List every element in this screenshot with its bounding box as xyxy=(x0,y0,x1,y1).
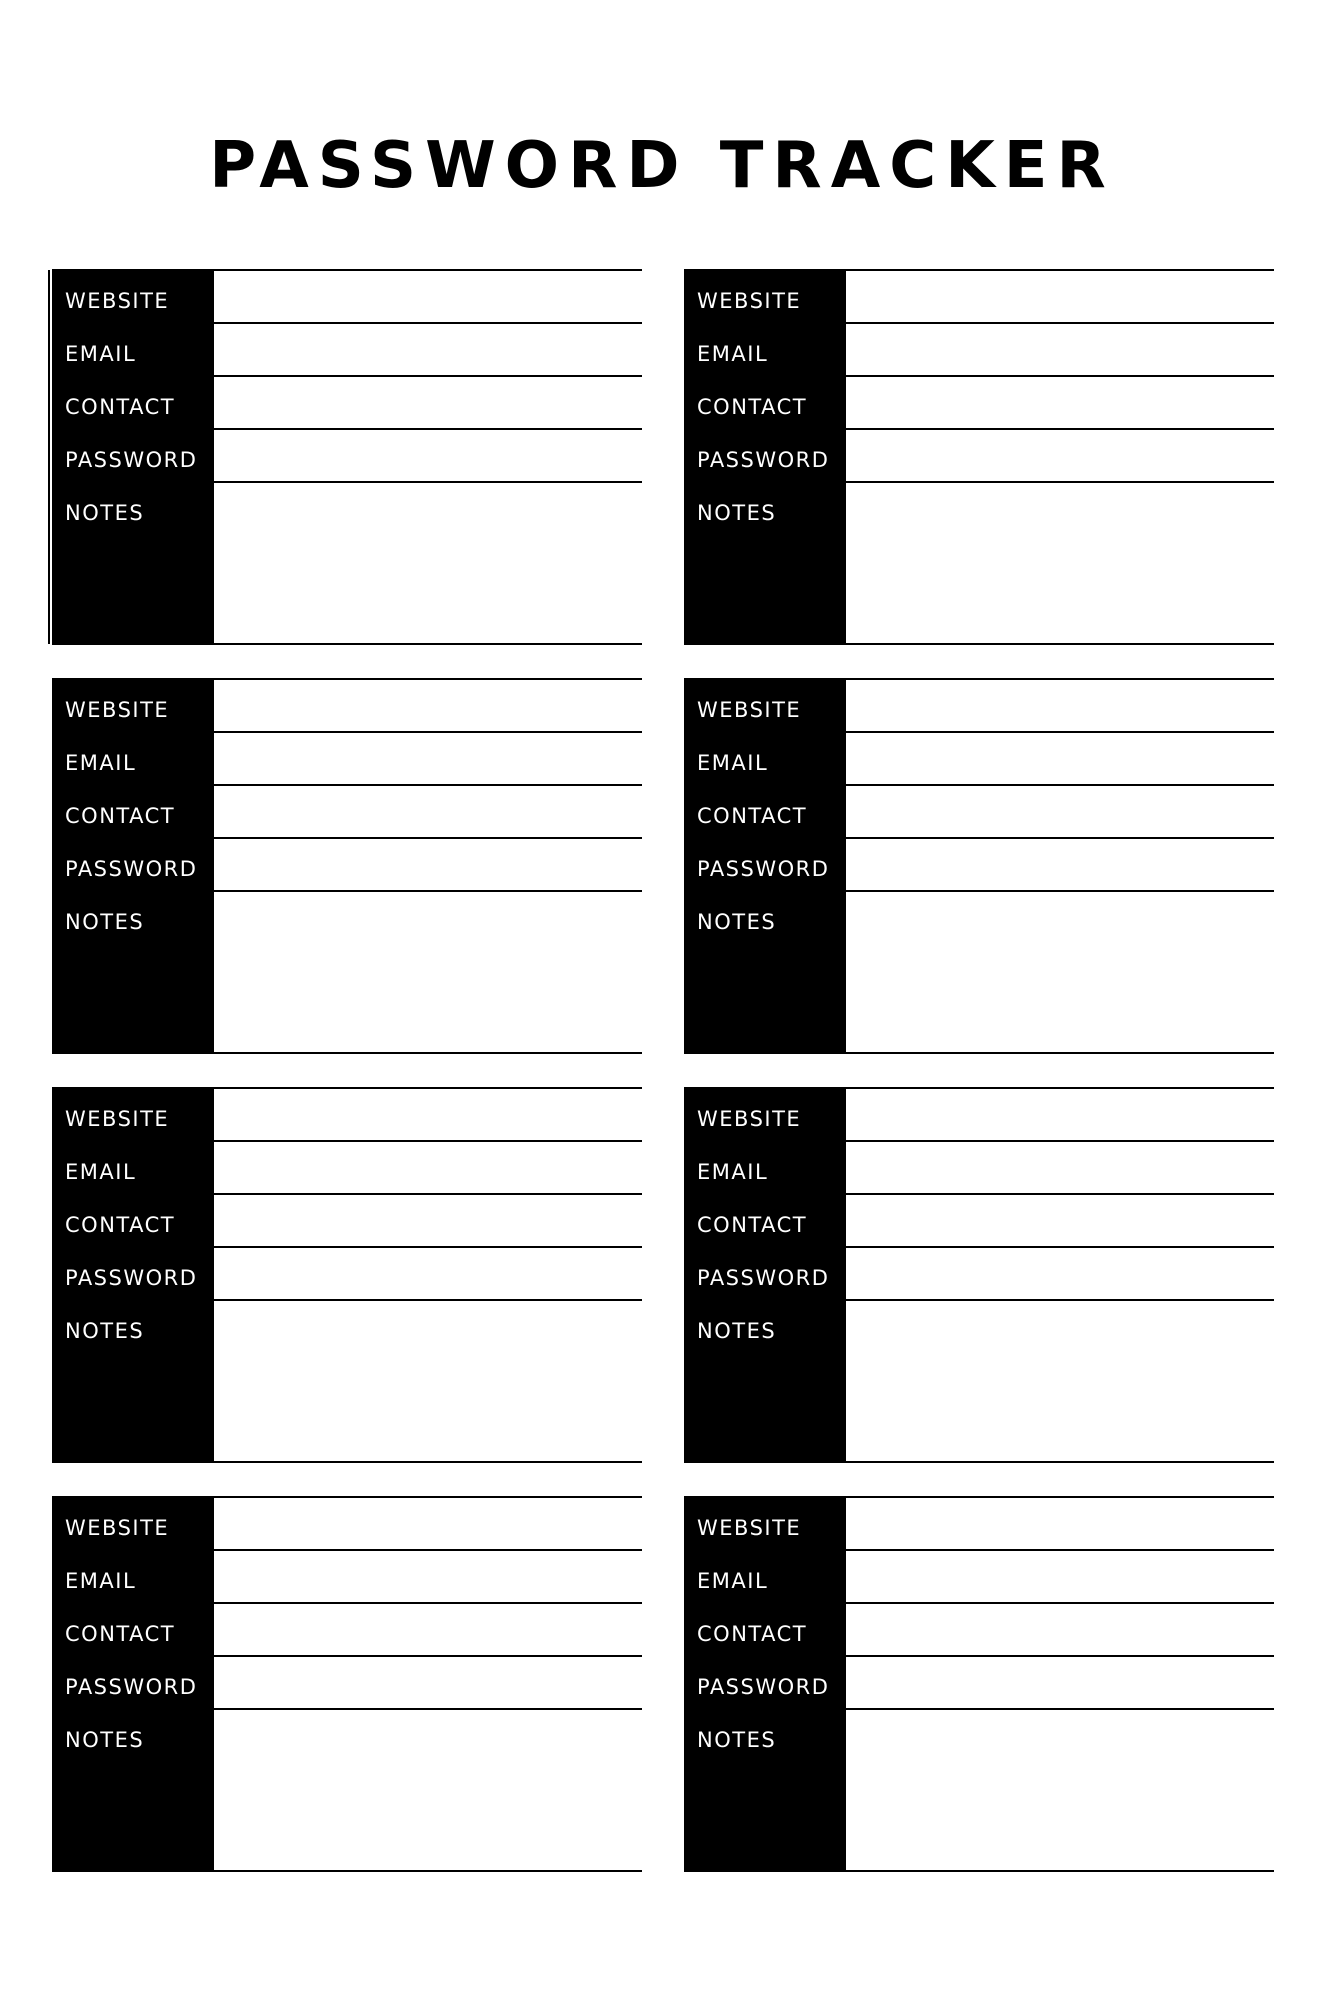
notes-label: NOTES xyxy=(65,910,145,934)
contact-entry-area[interactable] xyxy=(846,1194,1274,1247)
card-edge-line xyxy=(48,270,50,644)
email-entry-area[interactable] xyxy=(846,732,1274,785)
field-rule xyxy=(846,731,1274,733)
password-card xyxy=(52,1088,642,1462)
email-label: EMAIL xyxy=(697,751,769,775)
website-entry-area[interactable] xyxy=(214,270,642,323)
contact-label: CONTACT xyxy=(65,1622,176,1646)
contact-label: CONTACT xyxy=(697,804,808,828)
notes-entry-area[interactable] xyxy=(214,891,642,1053)
field-rule xyxy=(846,375,1274,377)
notes-entry-area[interactable] xyxy=(846,891,1274,1053)
field-rule xyxy=(214,731,642,733)
password-label: PASSWORD xyxy=(697,1266,830,1290)
contact-label: CONTACT xyxy=(697,395,808,419)
contact-label: CONTACT xyxy=(697,1213,808,1237)
password-entry-area[interactable] xyxy=(846,1656,1274,1709)
label-column xyxy=(684,1497,846,1871)
field-rule xyxy=(214,1246,642,1248)
contact-label: CONTACT xyxy=(65,804,176,828)
field-rule xyxy=(846,1708,1274,1710)
email-entry-area[interactable] xyxy=(846,1550,1274,1603)
website-entry-area[interactable] xyxy=(846,679,1274,732)
password-card xyxy=(52,679,642,1053)
password-entry-area[interactable] xyxy=(846,429,1274,482)
notes-entry-area[interactable] xyxy=(846,1300,1274,1462)
card-top-rule xyxy=(684,1087,1274,1089)
website-entry-area[interactable] xyxy=(214,1088,642,1141)
website-entry-area[interactable] xyxy=(846,270,1274,323)
contact-label: CONTACT xyxy=(65,395,176,419)
password-card xyxy=(684,270,1274,644)
field-rule xyxy=(214,481,642,483)
website-label: WEBSITE xyxy=(697,289,802,313)
password-label: PASSWORD xyxy=(697,857,830,881)
notes-label: NOTES xyxy=(697,1319,777,1343)
password-label: PASSWORD xyxy=(65,1266,198,1290)
card-top-rule xyxy=(52,269,642,271)
contact-label: CONTACT xyxy=(697,1622,808,1646)
website-entry-area[interactable] xyxy=(214,679,642,732)
email-label: EMAIL xyxy=(697,1569,769,1593)
notes-label: NOTES xyxy=(697,1728,777,1752)
password-label: PASSWORD xyxy=(65,1675,198,1699)
notes-entry-area[interactable] xyxy=(846,1709,1274,1871)
email-entry-area[interactable] xyxy=(214,323,642,376)
card-bottom-rule xyxy=(684,643,1274,645)
card-bottom-rule xyxy=(52,1461,642,1463)
field-rule xyxy=(846,1140,1274,1142)
card-top-rule xyxy=(52,1496,642,1498)
email-label: EMAIL xyxy=(65,342,137,366)
contact-entry-area[interactable] xyxy=(846,376,1274,429)
card-bottom-rule xyxy=(52,1870,642,1872)
password-entry-area[interactable] xyxy=(214,838,642,891)
website-label: WEBSITE xyxy=(65,1516,170,1540)
field-rule xyxy=(214,1549,642,1551)
email-label: EMAIL xyxy=(65,1569,137,1593)
website-label: WEBSITE xyxy=(697,1516,802,1540)
label-column xyxy=(684,679,846,1053)
page-title: PASSWORD TRACKER xyxy=(209,129,1115,203)
password-card xyxy=(684,1497,1274,1871)
email-label: EMAIL xyxy=(697,1160,769,1184)
password-label: PASSWORD xyxy=(697,448,830,472)
website-label: WEBSITE xyxy=(65,1107,170,1131)
website-label: WEBSITE xyxy=(65,698,170,722)
notes-label: NOTES xyxy=(697,910,777,934)
card-top-rule xyxy=(684,269,1274,271)
card-top-rule xyxy=(684,1496,1274,1498)
label-column xyxy=(52,1497,214,1871)
notes-label: NOTES xyxy=(65,1319,145,1343)
card-bottom-rule xyxy=(684,1461,1274,1463)
card-top-rule xyxy=(52,678,642,680)
contact-entry-area[interactable] xyxy=(846,785,1274,838)
notes-entry-area[interactable] xyxy=(846,482,1274,644)
website-entry-area[interactable] xyxy=(214,1497,642,1550)
email-entry-area[interactable] xyxy=(846,323,1274,376)
field-rule xyxy=(214,784,642,786)
notes-entry-area[interactable] xyxy=(214,482,642,644)
contact-entry-area[interactable] xyxy=(214,785,642,838)
field-rule xyxy=(846,428,1274,430)
field-rule xyxy=(214,428,642,430)
field-rule xyxy=(214,1655,642,1657)
email-entry-area[interactable] xyxy=(214,1141,642,1194)
contact-entry-area[interactable] xyxy=(214,1194,642,1247)
email-entry-area[interactable] xyxy=(214,732,642,785)
email-entry-area[interactable] xyxy=(214,1550,642,1603)
field-rule xyxy=(214,837,642,839)
field-rule xyxy=(846,1246,1274,1248)
field-rule xyxy=(846,1549,1274,1551)
password-label: PASSWORD xyxy=(65,857,198,881)
field-rule xyxy=(846,481,1274,483)
password-entry-area[interactable] xyxy=(214,1656,642,1709)
field-rule xyxy=(846,890,1274,892)
password-card xyxy=(684,1088,1274,1462)
notes-entry-area[interactable] xyxy=(214,1709,642,1871)
password-label: PASSWORD xyxy=(65,448,198,472)
field-rule xyxy=(846,1299,1274,1301)
notes-entry-area[interactable] xyxy=(214,1300,642,1462)
password-card xyxy=(684,679,1274,1053)
field-rule xyxy=(214,375,642,377)
website-entry-area[interactable] xyxy=(846,1088,1274,1141)
field-rule xyxy=(846,837,1274,839)
password-label: PASSWORD xyxy=(697,1675,830,1699)
field-rule xyxy=(214,1140,642,1142)
card-bottom-rule xyxy=(684,1052,1274,1054)
password-entry-area[interactable] xyxy=(846,838,1274,891)
password-entry-area[interactable] xyxy=(214,429,642,482)
field-rule xyxy=(214,1602,642,1604)
email-label: EMAIL xyxy=(65,751,137,775)
contact-entry-area[interactable] xyxy=(214,376,642,429)
field-rule xyxy=(846,1602,1274,1604)
card-bottom-rule xyxy=(684,1870,1274,1872)
email-label: EMAIL xyxy=(697,342,769,366)
field-rule xyxy=(846,1193,1274,1195)
website-label: WEBSITE xyxy=(697,1107,802,1131)
website-entry-area[interactable] xyxy=(846,1497,1274,1550)
email-label: EMAIL xyxy=(65,1160,137,1184)
contact-entry-area[interactable] xyxy=(846,1603,1274,1656)
website-label: WEBSITE xyxy=(65,289,170,313)
field-rule xyxy=(214,890,642,892)
notes-label: NOTES xyxy=(65,501,145,525)
field-rule xyxy=(214,1708,642,1710)
password-entry-area[interactable] xyxy=(846,1247,1274,1300)
card-top-rule xyxy=(52,1087,642,1089)
card-top-rule xyxy=(684,678,1274,680)
card-bottom-rule xyxy=(52,643,642,645)
label-column xyxy=(52,270,214,644)
notes-label: NOTES xyxy=(697,501,777,525)
card-bottom-rule xyxy=(52,1052,642,1054)
contact-label: CONTACT xyxy=(65,1213,176,1237)
notes-label: NOTES xyxy=(65,1728,145,1752)
field-rule xyxy=(846,1655,1274,1657)
field-rule xyxy=(846,784,1274,786)
field-rule xyxy=(214,322,642,324)
contact-entry-area[interactable] xyxy=(214,1603,642,1656)
website-label: WEBSITE xyxy=(697,698,802,722)
field-rule xyxy=(214,1193,642,1195)
password-card xyxy=(52,270,642,644)
email-entry-area[interactable] xyxy=(846,1141,1274,1194)
label-column xyxy=(684,270,846,644)
field-rule xyxy=(214,1299,642,1301)
password-entry-area[interactable] xyxy=(214,1247,642,1300)
password-card xyxy=(52,1497,642,1871)
label-column xyxy=(52,1088,214,1462)
label-column xyxy=(52,679,214,1053)
field-rule xyxy=(846,322,1274,324)
label-column xyxy=(684,1088,846,1462)
